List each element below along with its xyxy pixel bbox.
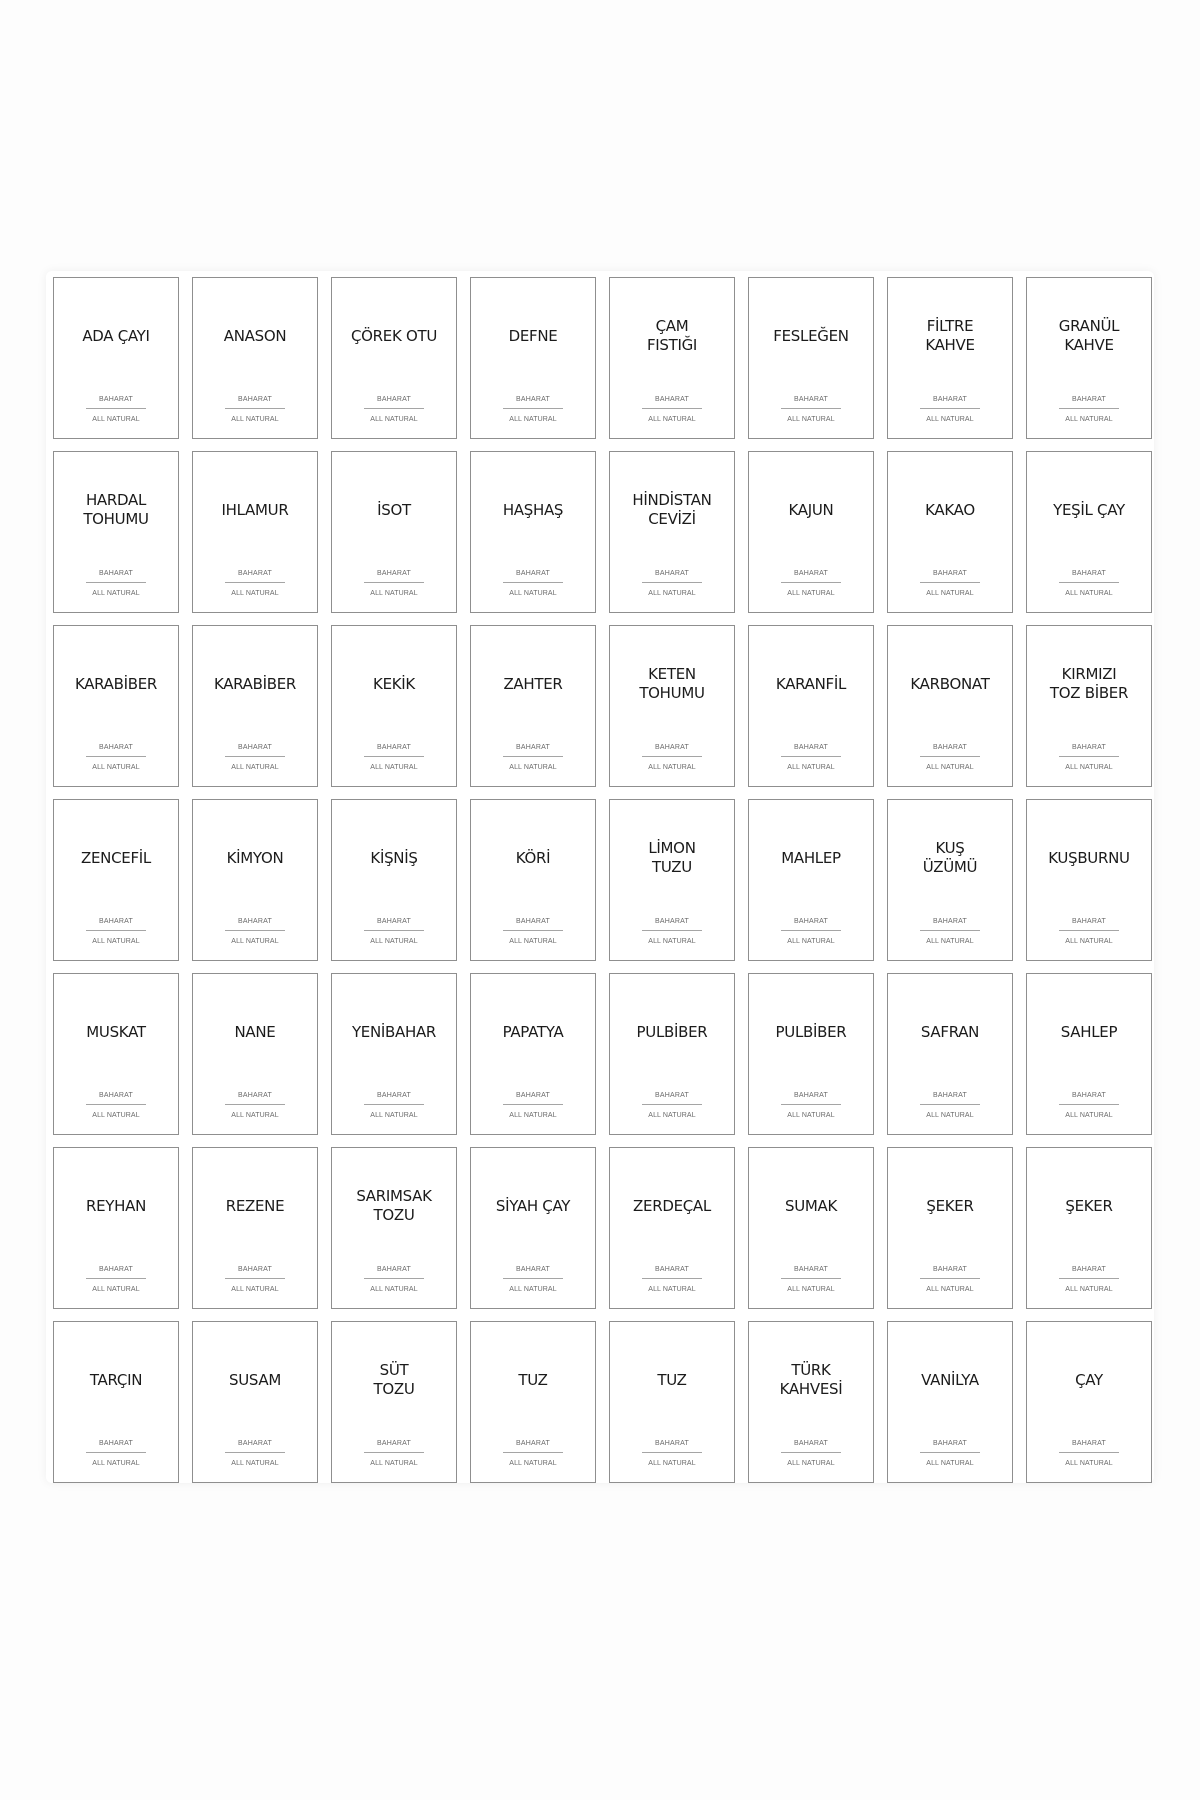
- label-divider: [781, 1278, 841, 1279]
- spice-label[interactable]: [331, 1321, 457, 1483]
- spice-name: GRANÜL KAHVE: [1058, 317, 1120, 354]
- label-category: BAHARAT: [238, 918, 272, 925]
- spice-name: KÖRİ: [515, 848, 551, 867]
- label-tagline: ALL NATURAL: [926, 416, 974, 423]
- label-tagline: ALL NATURAL: [1065, 1460, 1113, 1467]
- spice-label[interactable]: [192, 973, 318, 1135]
- label-tagline: ALL NATURAL: [92, 1460, 140, 1467]
- spice-name: IHLAMUR: [221, 500, 289, 519]
- label-divider: [225, 408, 285, 409]
- spice-name: YEŞİL ÇAY: [1053, 500, 1125, 519]
- label-divider: [1059, 756, 1119, 757]
- spice-label[interactable]: [748, 277, 874, 439]
- label-divider: [364, 1452, 424, 1453]
- label-tagline: ALL NATURAL: [231, 1112, 279, 1119]
- spice-name: HAŞHAŞ: [502, 500, 564, 519]
- label-tagline: ALL NATURAL: [787, 1460, 835, 1467]
- label-tagline: ALL NATURAL: [787, 590, 835, 597]
- spice-label[interactable]: [470, 973, 596, 1135]
- spice-name: SUMAK: [784, 1196, 838, 1215]
- spice-label[interactable]: [1026, 1321, 1152, 1483]
- label-divider: [503, 1278, 563, 1279]
- label-grid: [53, 277, 1152, 1483]
- spice-label[interactable]: [331, 277, 457, 439]
- label-divider: [920, 1278, 980, 1279]
- label-divider: [503, 1104, 563, 1105]
- label-category: BAHARAT: [1072, 744, 1106, 751]
- label-category: BAHARAT: [516, 396, 550, 403]
- label-tagline: ALL NATURAL: [92, 1112, 140, 1119]
- spice-name: KUŞBURNU: [1048, 848, 1130, 867]
- spice-name: KARANFİL: [775, 674, 847, 693]
- label-sheet: [46, 271, 1154, 1483]
- label-tagline: ALL NATURAL: [648, 1112, 696, 1119]
- label-divider: [920, 930, 980, 931]
- spice-label[interactable]: [470, 1147, 596, 1309]
- label-divider: [1059, 1452, 1119, 1453]
- label-tagline: ALL NATURAL: [92, 764, 140, 771]
- label-divider: [364, 1278, 424, 1279]
- label-divider: [364, 756, 424, 757]
- spice-name: SİYAH ÇAY: [495, 1196, 571, 1215]
- spice-label[interactable]: [887, 799, 1013, 961]
- label-tagline: ALL NATURAL: [509, 1112, 557, 1119]
- label-tagline: ALL NATURAL: [648, 938, 696, 945]
- spice-label[interactable]: [887, 1147, 1013, 1309]
- spice-name: ÇAM FISTIĞI: [646, 317, 698, 354]
- label-tagline: ALL NATURAL: [370, 1460, 418, 1467]
- spice-label[interactable]: [609, 451, 735, 613]
- label-tagline: ALL NATURAL: [1065, 1112, 1113, 1119]
- label-tagline: ALL NATURAL: [92, 590, 140, 597]
- spice-label[interactable]: [609, 625, 735, 787]
- spice-name: KARBONAT: [910, 674, 990, 693]
- label-category: BAHARAT: [516, 1440, 550, 1447]
- label-divider: [225, 756, 285, 757]
- label-category: BAHARAT: [516, 570, 550, 577]
- label-category: BAHARAT: [99, 570, 133, 577]
- spice-label[interactable]: [748, 1147, 874, 1309]
- spice-label[interactable]: [748, 799, 874, 961]
- label-tagline: ALL NATURAL: [92, 938, 140, 945]
- label-category: BAHARAT: [377, 1092, 411, 1099]
- label-tagline: ALL NATURAL: [231, 1286, 279, 1293]
- spice-name: LİMON TUZU: [648, 839, 696, 876]
- spice-label[interactable]: [887, 1321, 1013, 1483]
- label-divider: [86, 1104, 146, 1105]
- label-divider: [364, 408, 424, 409]
- label-divider: [781, 1452, 841, 1453]
- spice-name: MAHLEP: [781, 848, 841, 867]
- spice-name: KETEN TOHUMU: [639, 665, 705, 702]
- spice-name: FİLTRE KAHVE: [925, 317, 975, 354]
- label-divider: [1059, 1278, 1119, 1279]
- label-category: BAHARAT: [516, 1266, 550, 1273]
- label-divider: [364, 1104, 424, 1105]
- spice-name: SARIMSAK TOZU: [356, 1187, 432, 1224]
- spice-name: KİMYON: [226, 848, 284, 867]
- label-category: BAHARAT: [99, 396, 133, 403]
- label-divider: [1059, 408, 1119, 409]
- label-tagline: ALL NATURAL: [509, 938, 557, 945]
- spice-label[interactable]: [53, 1147, 179, 1309]
- label-tagline: ALL NATURAL: [231, 416, 279, 423]
- label-divider: [503, 1452, 563, 1453]
- spice-name: REZENE: [225, 1196, 285, 1215]
- spice-label[interactable]: [470, 625, 596, 787]
- spice-name: HARDAL TOHUMU: [83, 491, 149, 528]
- label-divider: [642, 582, 702, 583]
- label-divider: [920, 582, 980, 583]
- label-tagline: ALL NATURAL: [509, 764, 557, 771]
- label-divider: [642, 1278, 702, 1279]
- label-divider: [1059, 1104, 1119, 1105]
- spice-label[interactable]: [53, 451, 179, 613]
- spice-name: PULBİBER: [775, 1022, 847, 1041]
- label-category: BAHARAT: [1072, 918, 1106, 925]
- label-divider: [642, 930, 702, 931]
- spice-label[interactable]: [1026, 799, 1152, 961]
- spice-label[interactable]: [748, 625, 874, 787]
- label-tagline: ALL NATURAL: [926, 764, 974, 771]
- spice-label[interactable]: [609, 1321, 735, 1483]
- spice-name: ZENCEFİL: [81, 848, 151, 867]
- label-category: BAHARAT: [933, 1266, 967, 1273]
- label-tagline: ALL NATURAL: [648, 1460, 696, 1467]
- label-tagline: ALL NATURAL: [92, 416, 140, 423]
- label-divider: [642, 1452, 702, 1453]
- label-category: BAHARAT: [238, 1440, 272, 1447]
- label-category: BAHARAT: [655, 744, 689, 751]
- spice-label[interactable]: [887, 973, 1013, 1135]
- label-tagline: ALL NATURAL: [231, 1460, 279, 1467]
- spice-label[interactable]: [748, 1321, 874, 1483]
- label-divider: [503, 930, 563, 931]
- label-category: BAHARAT: [238, 570, 272, 577]
- spice-label[interactable]: [470, 451, 596, 613]
- spice-label[interactable]: [609, 277, 735, 439]
- label-divider: [642, 756, 702, 757]
- spice-name: ZERDEÇAL: [633, 1196, 711, 1215]
- label-divider: [225, 582, 285, 583]
- label-tagline: ALL NATURAL: [787, 764, 835, 771]
- spice-name: KUŞ ÜZÜMÜ: [922, 839, 978, 876]
- label-category: BAHARAT: [99, 744, 133, 751]
- label-divider: [920, 756, 980, 757]
- spice-label[interactable]: [331, 625, 457, 787]
- label-category: BAHARAT: [794, 744, 828, 751]
- spice-name: FESLEĞEN: [773, 326, 849, 345]
- label-category: BAHARAT: [516, 918, 550, 925]
- label-tagline: ALL NATURAL: [648, 590, 696, 597]
- label-divider: [86, 1278, 146, 1279]
- label-category: BAHARAT: [377, 744, 411, 751]
- label-tagline: ALL NATURAL: [648, 1286, 696, 1293]
- spice-label[interactable]: [192, 625, 318, 787]
- label-tagline: ALL NATURAL: [509, 416, 557, 423]
- label-tagline: ALL NATURAL: [787, 1286, 835, 1293]
- label-category: BAHARAT: [516, 1092, 550, 1099]
- label-divider: [86, 930, 146, 931]
- spice-name: TARÇIN: [89, 1370, 143, 1389]
- spice-label[interactable]: [331, 451, 457, 613]
- label-tagline: ALL NATURAL: [1065, 764, 1113, 771]
- spice-label[interactable]: [1026, 973, 1152, 1135]
- label-tagline: ALL NATURAL: [648, 416, 696, 423]
- spice-label[interactable]: [748, 973, 874, 1135]
- label-tagline: ALL NATURAL: [787, 938, 835, 945]
- label-category: BAHARAT: [377, 396, 411, 403]
- label-divider: [920, 408, 980, 409]
- label-category: BAHARAT: [1072, 1266, 1106, 1273]
- label-category: BAHARAT: [377, 1266, 411, 1273]
- label-divider: [781, 756, 841, 757]
- label-category: BAHARAT: [238, 1092, 272, 1099]
- label-divider: [781, 930, 841, 931]
- spice-label[interactable]: [192, 451, 318, 613]
- spice-name: TÜRK KAHVESİ: [779, 1361, 843, 1398]
- label-tagline: ALL NATURAL: [787, 416, 835, 423]
- spice-name: SÜT TOZU: [373, 1361, 415, 1398]
- label-category: BAHARAT: [655, 396, 689, 403]
- label-divider: [920, 1104, 980, 1105]
- spice-label[interactable]: [53, 1321, 179, 1483]
- spice-name: KİŞNİŞ: [370, 848, 418, 867]
- label-category: BAHARAT: [1072, 570, 1106, 577]
- spice-name: ŞEKER: [1065, 1196, 1113, 1215]
- label-divider: [225, 930, 285, 931]
- label-category: BAHARAT: [1072, 1092, 1106, 1099]
- spice-label[interactable]: [53, 799, 179, 961]
- spice-label[interactable]: [192, 1321, 318, 1483]
- spice-label[interactable]: [609, 799, 735, 961]
- label-category: BAHARAT: [377, 570, 411, 577]
- label-tagline: ALL NATURAL: [787, 1112, 835, 1119]
- label-tagline: ALL NATURAL: [370, 1112, 418, 1119]
- label-category: BAHARAT: [655, 1266, 689, 1273]
- label-divider: [86, 756, 146, 757]
- label-category: BAHARAT: [238, 744, 272, 751]
- label-divider: [225, 1104, 285, 1105]
- label-divider: [1059, 582, 1119, 583]
- label-tagline: ALL NATURAL: [370, 764, 418, 771]
- spice-name: PULBİBER: [636, 1022, 708, 1041]
- label-tagline: ALL NATURAL: [92, 1286, 140, 1293]
- label-category: BAHARAT: [794, 1266, 828, 1273]
- spice-name: KEKİK: [373, 674, 415, 693]
- spice-name: ÇÖREK OTU: [350, 326, 438, 345]
- spice-label[interactable]: [53, 625, 179, 787]
- label-category: BAHARAT: [516, 744, 550, 751]
- label-tagline: ALL NATURAL: [926, 1112, 974, 1119]
- spice-label[interactable]: [470, 277, 596, 439]
- label-tagline: ALL NATURAL: [370, 416, 418, 423]
- label-divider: [1059, 930, 1119, 931]
- label-tagline: ALL NATURAL: [648, 764, 696, 771]
- label-divider: [364, 582, 424, 583]
- spice-name: HİNDİSTAN CEVİZİ: [632, 491, 712, 528]
- label-category: BAHARAT: [794, 918, 828, 925]
- label-tagline: ALL NATURAL: [1065, 1286, 1113, 1293]
- label-category: BAHARAT: [99, 1440, 133, 1447]
- spice-name: TUZ: [657, 1370, 687, 1389]
- spice-name: KIRMIZI TOZ BİBER: [1049, 665, 1129, 702]
- label-category: BAHARAT: [794, 570, 828, 577]
- label-category: BAHARAT: [933, 570, 967, 577]
- label-tagline: ALL NATURAL: [370, 590, 418, 597]
- spice-label[interactable]: [887, 451, 1013, 613]
- label-category: BAHARAT: [99, 1266, 133, 1273]
- label-category: BAHARAT: [1072, 396, 1106, 403]
- spice-name: ŞEKER: [926, 1196, 974, 1215]
- label-tagline: ALL NATURAL: [370, 1286, 418, 1293]
- label-divider: [920, 1452, 980, 1453]
- spice-label[interactable]: [887, 625, 1013, 787]
- spice-name: MUSKAT: [86, 1022, 146, 1041]
- label-tagline: ALL NATURAL: [926, 1286, 974, 1293]
- spice-label[interactable]: [1026, 625, 1152, 787]
- spice-name: DEFNE: [508, 326, 558, 345]
- spice-label[interactable]: [748, 451, 874, 613]
- spice-name: TUZ: [518, 1370, 548, 1389]
- label-category: BAHARAT: [794, 396, 828, 403]
- spice-name: ZAHTER: [503, 674, 563, 693]
- label-category: BAHARAT: [1072, 1440, 1106, 1447]
- label-category: BAHARAT: [238, 396, 272, 403]
- label-tagline: ALL NATURAL: [509, 1286, 557, 1293]
- label-tagline: ALL NATURAL: [926, 1460, 974, 1467]
- spice-label[interactable]: [192, 1147, 318, 1309]
- spice-label[interactable]: [331, 1147, 457, 1309]
- label-category: BAHARAT: [933, 396, 967, 403]
- label-divider: [86, 1452, 146, 1453]
- spice-name: SUSAM: [228, 1370, 281, 1389]
- label-divider: [225, 1278, 285, 1279]
- label-category: BAHARAT: [238, 1266, 272, 1273]
- label-category: BAHARAT: [933, 1440, 967, 1447]
- label-category: BAHARAT: [794, 1092, 828, 1099]
- label-divider: [364, 930, 424, 931]
- spice-name: NANE: [234, 1022, 276, 1041]
- label-divider: [781, 582, 841, 583]
- label-category: BAHARAT: [377, 1440, 411, 1447]
- label-divider: [781, 1104, 841, 1105]
- label-divider: [642, 1104, 702, 1105]
- label-category: BAHARAT: [933, 918, 967, 925]
- spice-label[interactable]: [53, 973, 179, 1135]
- spice-name: REYHAN: [85, 1196, 147, 1215]
- spice-label[interactable]: [192, 277, 318, 439]
- spice-name: PAPATYA: [502, 1022, 564, 1041]
- spice-label[interactable]: [887, 277, 1013, 439]
- spice-name: KARABİBER: [213, 674, 297, 693]
- spice-label[interactable]: [609, 1147, 735, 1309]
- label-category: BAHARAT: [933, 1092, 967, 1099]
- label-divider: [781, 408, 841, 409]
- spice-name: İSOT: [377, 500, 411, 519]
- spice-name: YENİBAHAR: [351, 1022, 437, 1041]
- label-tagline: ALL NATURAL: [926, 938, 974, 945]
- label-category: BAHARAT: [933, 744, 967, 751]
- spice-name: SAFRAN: [920, 1022, 980, 1041]
- spice-name: ANASON: [223, 326, 287, 345]
- label-tagline: ALL NATURAL: [370, 938, 418, 945]
- label-divider: [642, 408, 702, 409]
- label-category: BAHARAT: [794, 1440, 828, 1447]
- label-divider: [503, 408, 563, 409]
- spice-label[interactable]: [1026, 277, 1152, 439]
- spice-label[interactable]: [1026, 1147, 1152, 1309]
- spice-label[interactable]: [53, 277, 179, 439]
- spice-label[interactable]: [192, 799, 318, 961]
- label-divider: [86, 408, 146, 409]
- spice-label[interactable]: [1026, 451, 1152, 613]
- spice-name: KARABİBER: [74, 674, 158, 693]
- spice-label[interactable]: [609, 973, 735, 1135]
- label-category: BAHARAT: [99, 918, 133, 925]
- spice-name: SAHLEP: [1060, 1022, 1118, 1041]
- spice-name: VANİLYA: [921, 1370, 979, 1389]
- label-tagline: ALL NATURAL: [231, 590, 279, 597]
- label-divider: [225, 1452, 285, 1453]
- label-category: BAHARAT: [655, 1440, 689, 1447]
- label-category: BAHARAT: [99, 1092, 133, 1099]
- spice-label[interactable]: [470, 1321, 596, 1483]
- label-divider: [503, 582, 563, 583]
- label-tagline: ALL NATURAL: [231, 764, 279, 771]
- spice-label[interactable]: [470, 799, 596, 961]
- label-divider: [86, 582, 146, 583]
- label-divider: [503, 756, 563, 757]
- spice-name: ÇAY: [1075, 1370, 1103, 1389]
- spice-name: KAJUN: [788, 500, 834, 519]
- label-tagline: ALL NATURAL: [231, 938, 279, 945]
- label-tagline: ALL NATURAL: [1065, 938, 1113, 945]
- label-category: BAHARAT: [655, 570, 689, 577]
- label-tagline: ALL NATURAL: [509, 590, 557, 597]
- label-category: BAHARAT: [655, 1092, 689, 1099]
- spice-name: ADA ÇAYI: [82, 326, 150, 345]
- label-tagline: ALL NATURAL: [926, 590, 974, 597]
- spice-label[interactable]: [331, 799, 457, 961]
- label-tagline: ALL NATURAL: [509, 1460, 557, 1467]
- label-category: BAHARAT: [377, 918, 411, 925]
- label-category: BAHARAT: [655, 918, 689, 925]
- label-tagline: ALL NATURAL: [1065, 590, 1113, 597]
- label-tagline: ALL NATURAL: [1065, 416, 1113, 423]
- spice-label[interactable]: [331, 973, 457, 1135]
- spice-name: KAKAO: [925, 500, 975, 519]
